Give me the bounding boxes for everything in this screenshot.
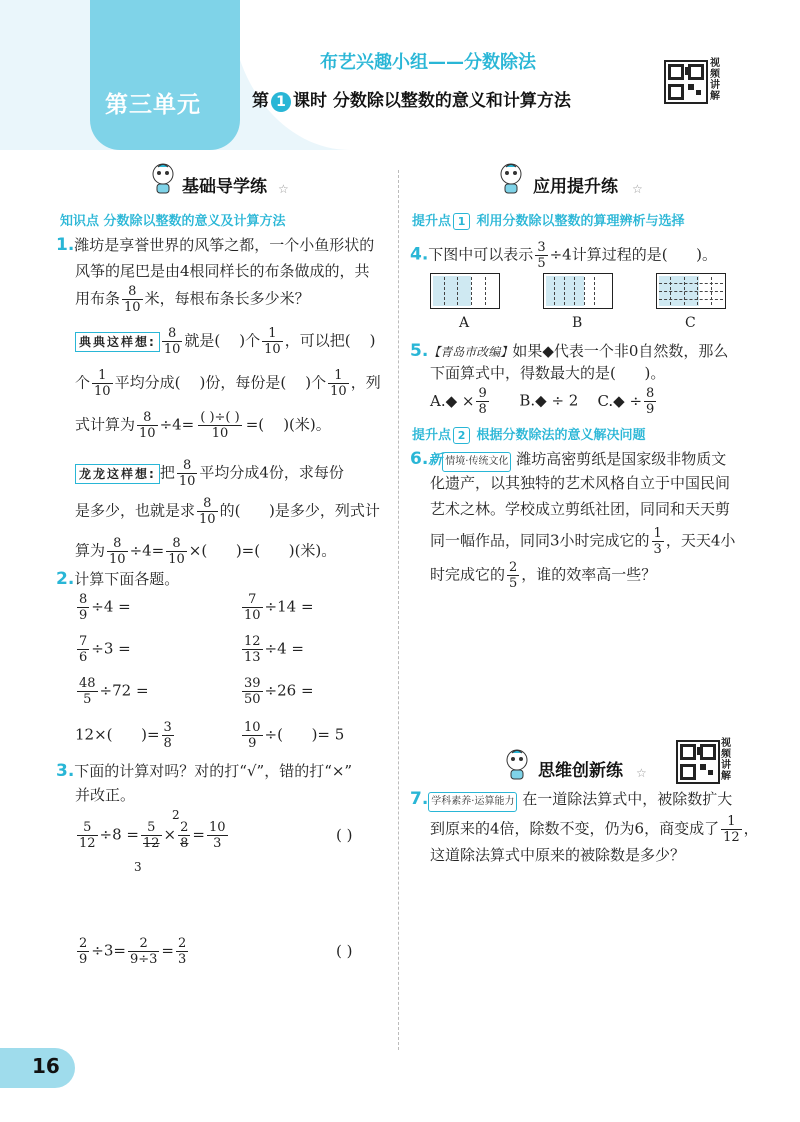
divider-line <box>594 277 595 305</box>
option-b-diagram[interactable] <box>543 273 613 309</box>
fraction-den: 10 <box>94 384 111 399</box>
fraction-den: 10 <box>330 384 347 399</box>
fraction-den: 10 <box>139 426 156 441</box>
fraction-num: 2 <box>139 936 148 951</box>
fraction-num: 10 <box>208 820 226 835</box>
fraction <box>242 676 263 707</box>
fraction-den: 9 <box>242 735 263 751</box>
fraction <box>77 936 89 967</box>
q6-line1 <box>410 450 726 472</box>
q5-line2 <box>430 364 665 382</box>
new-badge: 新 <box>428 452 443 468</box>
divider-line <box>659 283 723 284</box>
section-title-basic: 基础导学练 <box>182 177 267 197</box>
text: =( <box>245 415 265 434</box>
text: )(米)。 <box>288 541 337 560</box>
lesson-prefix: 第 <box>252 91 269 111</box>
q1-think1-row3 <box>75 410 331 441</box>
lesson-number: 1 <box>271 92 291 112</box>
point-number: 1 <box>453 213 470 230</box>
fraction-den: 5 <box>537 256 546 271</box>
fraction-den: 12 <box>79 836 96 851</box>
q5-options <box>430 386 658 417</box>
fraction-num: 48 <box>79 676 96 691</box>
fraction <box>162 326 183 357</box>
q2-item <box>240 720 344 751</box>
section-title-apply: 应用提升练 <box>533 177 618 197</box>
fraction <box>644 386 656 417</box>
q3-line1 <box>56 762 352 780</box>
fraction-den: 13 <box>244 650 261 665</box>
divider-line <box>471 277 472 305</box>
knowledge-point: 知识点 分数除以整数的意义及计算方法 <box>60 214 286 229</box>
mascot-icon <box>148 162 178 194</box>
option-c-label[interactable]: C <box>685 315 696 331</box>
q1-line2: 风筝的尾巴是由4根同样长的布条做成的，共 <box>75 262 370 280</box>
fraction <box>166 536 187 567</box>
q2-item <box>240 634 304 665</box>
skill-tag: 学科素养·运算能力 <box>428 792 517 812</box>
q6-line3: 艺术之林。学校成立剪纸社团，同同和天天剪 <box>430 500 731 518</box>
fraction-num: 3 <box>537 240 546 255</box>
fraction-num: 2 <box>79 936 88 951</box>
fraction-num: 8 <box>182 458 192 473</box>
fraction-num: 8 <box>203 496 212 511</box>
page-number: 16 <box>32 1054 60 1078</box>
fraction-den: 10 <box>198 425 241 441</box>
fraction-num: 39 <box>244 676 261 691</box>
fraction-den: 5 <box>77 691 98 707</box>
option-c-diagram[interactable] <box>656 273 726 309</box>
text: )= 5 <box>311 725 345 744</box>
text: 下面算式中，得数最大的是( <box>430 364 616 382</box>
text: )是多少，列式计 <box>269 501 380 520</box>
text: 的( <box>219 501 241 520</box>
qr-code-icon[interactable] <box>676 740 720 784</box>
fraction <box>137 410 158 441</box>
star-icon: ☆ <box>278 182 289 196</box>
fraction-num: 8 <box>128 284 137 299</box>
fraction-num: 2 <box>180 820 189 835</box>
fraction-num: 8 <box>167 326 177 341</box>
q3-cancel-bottom: 3 <box>134 860 142 874</box>
text: ，列 <box>350 373 381 392</box>
text: 到原来的4倍，除数不变，仍为6，商变成了 <box>430 819 720 838</box>
fraction-num: 8 <box>79 592 88 607</box>
fraction-num: 1 <box>98 368 107 383</box>
think-label-diandian: 典典这样想: <box>75 332 160 352</box>
qr-caption: 视频讲解 <box>721 738 731 782</box>
fraction-den: 10 <box>168 552 185 567</box>
text: 时完成它的 <box>430 565 506 584</box>
q1-think1-row2 <box>75 368 381 399</box>
text: 12×( <box>75 725 113 744</box>
q5-number: 5. <box>410 341 429 361</box>
q2-item <box>240 676 314 707</box>
option-a-label[interactable]: A <box>459 315 470 331</box>
q6-line2: 化遗产，以其独特的艺术风格自立于中国民间 <box>430 474 731 492</box>
fraction-den: 10 <box>264 342 281 357</box>
q1-text3a: 用布条 <box>75 289 121 308</box>
text: 个 <box>75 373 91 392</box>
fraction <box>122 284 143 315</box>
q7-line2 <box>430 814 759 845</box>
fraction-num: 2 <box>509 560 518 575</box>
q2-number: 2. <box>56 569 75 589</box>
fraction <box>535 240 547 271</box>
q3-answer-paren-2[interactable]: ( ) <box>336 942 353 960</box>
fraction-den: 9÷3 <box>129 952 158 967</box>
lesson-title-text: 课时 分数除以整数的意义和计算方法 <box>293 91 571 111</box>
q2-item <box>75 592 131 623</box>
q3-number: 3. <box>56 761 75 781</box>
fraction-num: 7 <box>248 592 257 607</box>
text: )= <box>141 725 160 744</box>
q5-option-c[interactable] <box>597 386 658 417</box>
text: C.◆ ÷ <box>597 391 643 410</box>
fraction-num: 7 <box>79 634 88 649</box>
fraction-num: 2 <box>177 936 187 951</box>
q5-option-a[interactable] <box>430 386 491 417</box>
text: 如果◆代表一个非0自然数，那么 <box>512 342 729 360</box>
divider-line <box>457 277 458 305</box>
q6-line4 <box>430 526 735 557</box>
q1-think2-row3 <box>75 536 336 567</box>
fraction <box>77 820 98 851</box>
text: )。 <box>696 245 718 264</box>
fraction <box>652 526 664 557</box>
fraction-den: 3 <box>653 542 662 557</box>
fraction-den: 12 <box>143 836 160 851</box>
fraction-num: 8 <box>646 386 655 401</box>
option-b-label[interactable]: B <box>572 315 583 331</box>
improve-point-1 <box>412 210 685 230</box>
text: )个 <box>305 373 327 392</box>
fraction-den: 8 <box>180 836 189 851</box>
fraction-num: 5 <box>83 820 92 835</box>
q2-item <box>75 720 176 751</box>
text: ，天天4小 <box>665 531 736 550</box>
q1-text1: 潍坊是享誉世界的风筝之都，一个小鱼形状的 <box>74 236 375 254</box>
divider-line <box>554 277 555 305</box>
fraction-num: 1 <box>268 326 277 341</box>
text: ) <box>369 331 376 350</box>
fraction-den: 3 <box>207 835 228 851</box>
fraction <box>176 936 188 967</box>
qr-caption: 视频讲解 <box>710 58 720 102</box>
improve-point-2 <box>412 424 646 444</box>
q6-line5 <box>430 560 656 591</box>
column-divider <box>398 170 399 1050</box>
fraction-den: 9 <box>79 952 88 967</box>
fraction-den: 12 <box>723 830 740 845</box>
text: ÷4 = <box>264 639 304 658</box>
fraction <box>721 814 742 845</box>
text: 利用分数除以整数的算理辨析与选择 <box>476 214 685 229</box>
fraction <box>197 496 218 527</box>
fraction <box>77 676 98 707</box>
fraction <box>242 720 263 751</box>
fraction <box>242 592 263 623</box>
fraction-num: 10 <box>244 720 261 735</box>
q1-think2-row1 <box>75 458 344 489</box>
fraction-num: 8 <box>113 536 122 551</box>
fraction-den: 10 <box>178 474 196 489</box>
fraction-num: 9 <box>478 386 487 401</box>
text: 潍坊高密剪纸是国家级非物质文 <box>516 450 727 468</box>
text: ÷( <box>264 725 283 744</box>
q1-text3b: 米，每根布条长多少米？ <box>144 289 310 308</box>
section-title-innovation: 思维创新练 <box>538 761 623 781</box>
text: ÷4计算过程的是( <box>549 245 668 264</box>
q1-line1 <box>56 236 374 254</box>
q2-text: 计算下面各题。 <box>74 570 180 588</box>
text: ÷3= <box>91 941 126 960</box>
text: 下图中可以表示 <box>428 245 534 264</box>
text: )。 <box>644 364 666 382</box>
q1-think2-row2 <box>75 496 380 527</box>
fraction-den: 10 <box>124 300 141 315</box>
q6-number: 6. <box>410 449 429 469</box>
q2-line <box>56 570 179 588</box>
text: )份，每份是( <box>199 373 287 392</box>
unit-subtitle: 布艺兴趣小组——分数除法 <box>320 52 536 73</box>
text: ， <box>743 819 759 838</box>
text: ×( <box>188 541 208 560</box>
fraction-den: 8 <box>163 736 172 751</box>
text: ÷4 = <box>91 597 131 616</box>
text: ÷26 = <box>264 681 314 700</box>
fraction-num: 12 <box>244 634 261 649</box>
q3-text1: 下面的计算对吗？对的打“√”，错的打“×” <box>74 762 353 780</box>
fraction-num: 8 <box>172 536 181 551</box>
fraction-den: 9 <box>79 608 88 623</box>
think-label-longlong: 龙龙这样想: <box>75 464 160 484</box>
text: = <box>192 825 205 844</box>
fraction <box>207 820 228 851</box>
text: 算为 <box>75 541 106 560</box>
q7-number: 7. <box>410 789 429 809</box>
text: ÷8 = <box>99 825 139 844</box>
fraction-den: 50 <box>244 692 261 707</box>
fraction-num: 8 <box>143 410 152 425</box>
text: × <box>163 825 177 844</box>
text: 根据分数除法的意义解决问题 <box>476 428 646 443</box>
fraction-den: 5 <box>509 576 518 591</box>
text: ÷14 = <box>264 597 314 616</box>
text: 提升点 <box>412 428 452 443</box>
point-number: 2 <box>453 427 470 444</box>
fraction-den: 10 <box>244 608 261 623</box>
fraction-num: 1 <box>334 368 343 383</box>
text: 同一幅作品，同同3小时完成它的 <box>430 531 650 550</box>
text: )个 <box>239 331 261 350</box>
q2-item <box>240 592 314 623</box>
text: )=( <box>235 541 261 560</box>
star-icon: ☆ <box>632 182 643 196</box>
fraction-num: 1 <box>653 526 662 541</box>
text: A.◆ × <box>430 391 475 410</box>
text: = <box>161 941 174 960</box>
divider-line <box>485 277 486 305</box>
q3-expr2 <box>75 936 190 967</box>
shaded-part <box>546 276 584 306</box>
q3-expr1 <box>75 820 230 851</box>
text: 把 <box>159 463 175 482</box>
fraction <box>92 368 113 399</box>
q1-think1-row1 <box>75 326 376 357</box>
mascot-icon <box>502 748 532 780</box>
source-tag: 【青岛市改编】 <box>428 345 513 359</box>
q4-line <box>410 240 717 271</box>
divider-line <box>659 299 723 300</box>
fraction <box>178 820 190 851</box>
divider-line <box>564 277 565 305</box>
fraction <box>507 560 519 591</box>
text: ÷3 = <box>91 639 131 658</box>
text: 是多少，也就是求 <box>75 501 196 520</box>
fraction-num: 3 <box>163 720 172 735</box>
text: ÷4= <box>159 415 195 434</box>
fraction <box>141 820 162 851</box>
q3-cancel-top: 2 <box>172 808 180 822</box>
fraction-den: 10 <box>199 512 216 527</box>
q2-item <box>75 676 149 707</box>
fraction <box>128 936 159 967</box>
qr-code-icon[interactable] <box>664 60 708 104</box>
fraction <box>242 634 263 665</box>
star-icon: ☆ <box>636 766 647 780</box>
text: 就是( <box>184 331 221 350</box>
q2-item <box>75 634 131 665</box>
q7-line3: 这道除法算式中原来的被除数是多少？ <box>430 846 686 864</box>
q1-number: 1. <box>56 235 75 255</box>
fraction-den: 10 <box>163 342 181 357</box>
fraction-den: 8 <box>478 402 487 417</box>
q5-option-b[interactable]: B.◆ ÷ 2 <box>519 391 579 410</box>
q3-line2: 并改正。 <box>75 786 136 804</box>
text: 平均分成( <box>114 373 181 392</box>
fraction-den: 3 <box>177 952 187 967</box>
text: ÷72 = <box>99 681 149 700</box>
fraction <box>198 410 241 441</box>
shaded-part <box>433 276 471 306</box>
fraction <box>177 458 198 489</box>
fraction <box>328 368 349 399</box>
lesson-title <box>252 86 571 112</box>
divider-line <box>444 277 445 305</box>
fraction-den: 9 <box>646 402 655 417</box>
fraction <box>476 386 488 417</box>
text: ，可以把( <box>284 331 351 350</box>
fraction <box>162 720 174 751</box>
fraction-den: 6 <box>79 650 88 665</box>
text: ÷4= <box>129 541 165 560</box>
q3-answer-paren-1[interactable]: ( ) <box>336 826 353 844</box>
mascot-icon <box>496 162 526 194</box>
text: ，谁的效率高一些？ <box>521 565 657 584</box>
divider-line <box>584 277 585 305</box>
option-a-diagram[interactable] <box>430 273 500 309</box>
text: )(米)。 <box>283 415 331 434</box>
fraction <box>262 326 283 357</box>
divider-line <box>574 277 575 305</box>
q1-line3 <box>75 284 310 315</box>
text: 平均分成4份，求每份 <box>199 463 344 482</box>
text: 提升点 <box>412 214 452 229</box>
fraction-num: 5 <box>147 820 156 835</box>
unit-tab <box>90 0 240 150</box>
q7-line1 <box>410 790 732 812</box>
text: 在一道除法算式中，被除数扩大 <box>522 790 733 808</box>
fraction-num: ( )÷( ) <box>200 410 240 425</box>
divider-line <box>659 291 723 292</box>
q4-number: 4. <box>410 244 429 265</box>
fraction <box>77 634 89 665</box>
fraction-num: 1 <box>727 814 736 829</box>
text: 式计算为 <box>75 415 136 434</box>
fraction-den: 10 <box>109 552 126 567</box>
q5-line1 <box>410 342 728 361</box>
unit-label: 第三单元 <box>105 92 201 118</box>
fraction <box>77 592 89 623</box>
fraction <box>107 536 128 567</box>
context-tag: 情境·传统文化 <box>442 452 511 472</box>
